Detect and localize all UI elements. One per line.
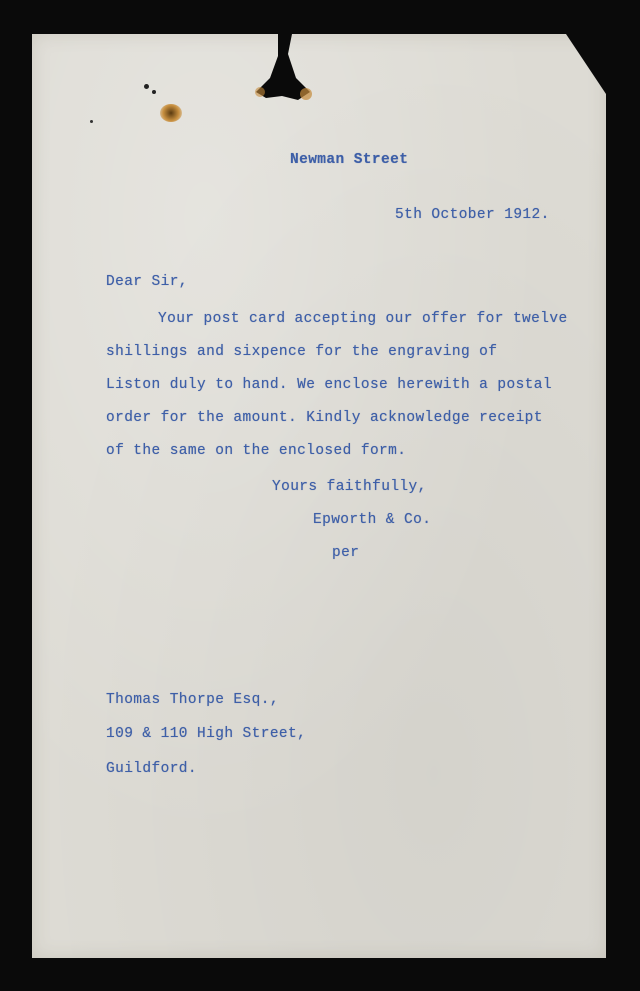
letter-sheet [32,34,606,958]
closing: Yours faithfully, [272,479,427,495]
pin-dot [90,120,93,123]
body-line: shillings and sixpence for the engraving of [106,344,498,360]
per-line: per [332,545,360,561]
signature: Epworth & Co. [313,512,432,528]
recipient-name: Thomas Thorpe Esq., [106,692,279,708]
pin-dot [144,84,149,89]
folded-corner [566,34,606,94]
address-header: Newman Street [290,152,409,168]
torn-hole [252,34,322,114]
letter-date: 5th October 1912. [395,207,550,223]
recipient-town: Guildford. [106,761,198,777]
body-line: order for the amount. Kindly acknowledge receipt [106,410,543,426]
rust-spot [160,104,182,122]
salutation: Dear Sir, [106,274,188,290]
pin-dot [152,90,156,94]
body-line: of the same on the enclosed form. [106,443,407,459]
body-line: Your post card accepting our offer for twelve [158,311,568,327]
body-line: Liston duly to hand. We enclose herewith a postal [106,377,552,393]
recipient-street: 109 & 110 High Street, [106,726,307,742]
